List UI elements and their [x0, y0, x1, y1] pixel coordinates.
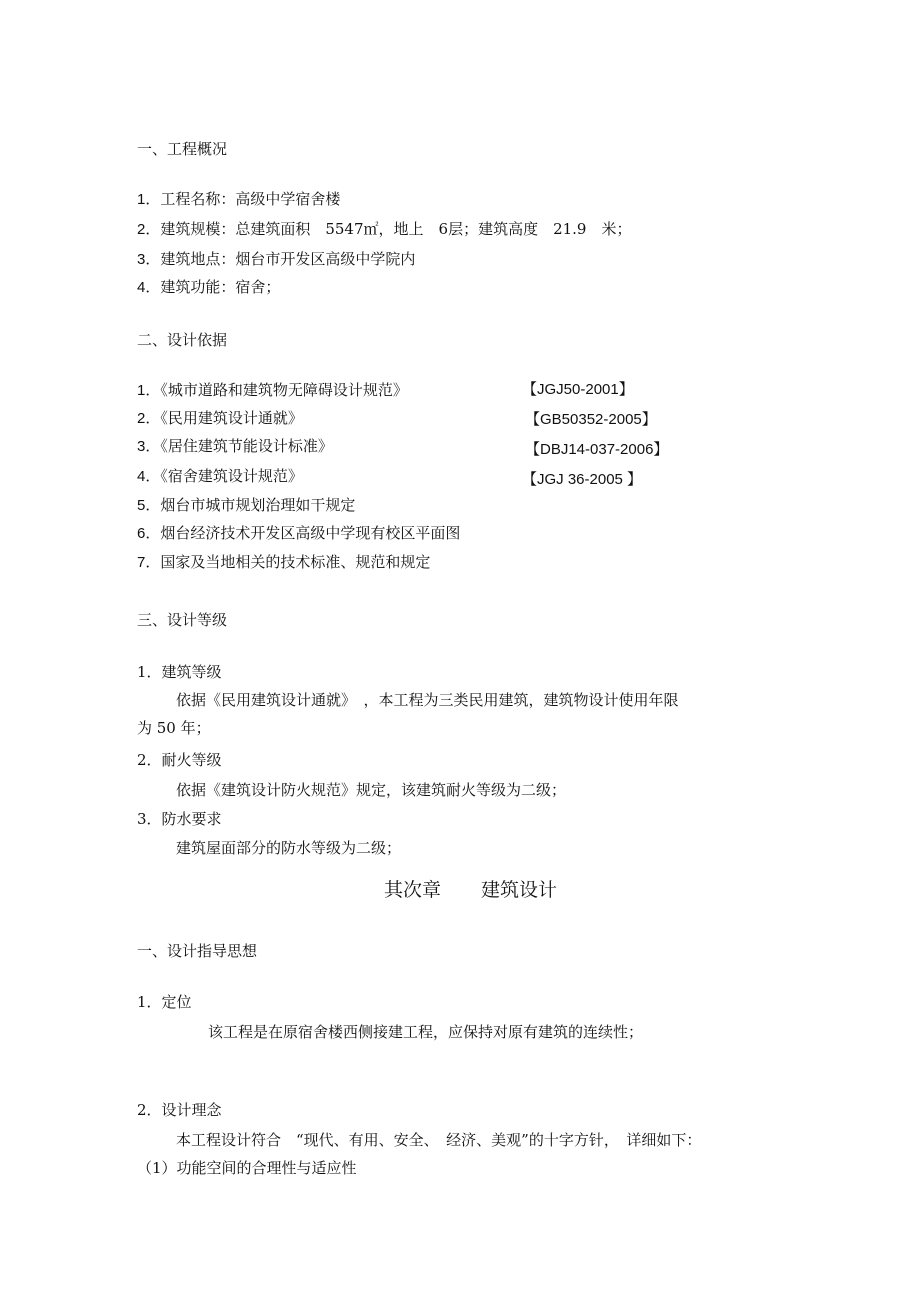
- item-text: 烟台市城市规划治理如干规定: [160, 496, 356, 514]
- section-heading-basis: 二、设计依据: [137, 331, 228, 349]
- item-number: 1．: [137, 382, 161, 399]
- item-number: 1．: [137, 191, 161, 208]
- item-text: 工程名称：高级中学宿舍楼: [160, 190, 341, 208]
- item-text: 建筑功能：宿舍；: [160, 278, 281, 296]
- guiding-item-2-title: 2．设计理念: [137, 1101, 222, 1119]
- section-heading-guiding: 一、设计指导思想: [137, 942, 258, 960]
- basis-item-5: [137, 495, 355, 516]
- overview-item-1: [137, 189, 340, 210]
- basis-item-4: [137, 466, 303, 487]
- basis-item-1: [137, 380, 408, 401]
- guiding-item-1-title: 1．定位: [137, 993, 192, 1011]
- basis-item-6: [137, 523, 460, 544]
- chapter-name: 建筑设计: [481, 879, 558, 901]
- item-number: 3．: [137, 251, 161, 268]
- standard-code-1: 【JGJ50-2001】: [522, 381, 634, 398]
- item-text: 烟台经济技术开发区高级中学现有校区平面图: [160, 524, 461, 542]
- item-text: 《居住建筑节能设计标准》: [160, 437, 333, 455]
- item-number: 3．: [137, 438, 161, 455]
- item-number: 2．: [137, 221, 161, 238]
- basis-item-3: [137, 436, 333, 457]
- overview-item-2: [137, 219, 631, 240]
- grade-item-2-body: 依据《建筑设计防火规范》规定，该建筑耐火等级为二级；: [176, 781, 567, 799]
- grade-item-2-title: 2．耐火等级: [137, 751, 222, 769]
- guiding-subitem-1: （1）功能空间的合理性与适应性: [137, 1159, 357, 1177]
- item-number: 2．: [137, 410, 161, 427]
- standard-code-3: 【DBJ14-037-2006】: [525, 441, 669, 458]
- section-heading-overview: 一、工程概况: [137, 140, 228, 158]
- grade-item-3-body: 建筑屋面部分的防水等级为二级；: [176, 839, 402, 857]
- item-number: 4．: [137, 468, 161, 485]
- standard-code-2: 【GB50352-2005】: [525, 411, 657, 428]
- chapter-title: [384, 878, 557, 902]
- item-number: 5．: [137, 497, 161, 514]
- grade-item-1-line2: 为 50 年；: [137, 719, 211, 737]
- standard-code-4: 【JGJ 36-2005 】: [522, 471, 643, 488]
- item-number: 6．: [137, 525, 161, 542]
- item-text: 《民用建筑设计通就》: [160, 409, 303, 427]
- item-text: 《城市道路和建筑物无障碍设计规范》: [160, 381, 408, 399]
- item-text: 建筑规模：总建筑面积 5547㎡，地上 6层；建筑高度 21.9 米；: [160, 220, 632, 238]
- overview-item-3: [137, 249, 415, 270]
- basis-item-7: [137, 552, 430, 573]
- grade-item-3-title: 3．防水要求: [137, 810, 222, 828]
- basis-item-2: [137, 408, 303, 429]
- item-number: 7．: [137, 554, 161, 571]
- overview-item-4: [137, 277, 280, 298]
- guiding-item-2-body: 本工程设计符合 “现代、有用、安全、 经济、美观”的十字方针， 详细如下：: [176, 1131, 702, 1149]
- grade-item-1-line1: 依据《民用建筑设计通就》 ，本工程为三类民用建筑，建筑物设计使用年限: [176, 691, 679, 709]
- guiding-item-1-body: 该工程是在原宿舍楼西侧接建工程，应保持对原有建筑的连续性；: [208, 1023, 644, 1041]
- chapter-number: 其次章: [384, 879, 442, 901]
- item-text: 国家及当地相关的技术标准、规范和规定: [160, 553, 431, 571]
- item-number: 4．: [137, 279, 161, 296]
- item-text: 建筑地点：烟台市开发区高级中学院内: [160, 250, 416, 268]
- section-heading-grade: 三、设计等级: [137, 611, 228, 629]
- item-text: 《宿舍建筑设计规范》: [160, 467, 303, 485]
- grade-item-1-title: 1．建筑等级: [137, 663, 222, 681]
